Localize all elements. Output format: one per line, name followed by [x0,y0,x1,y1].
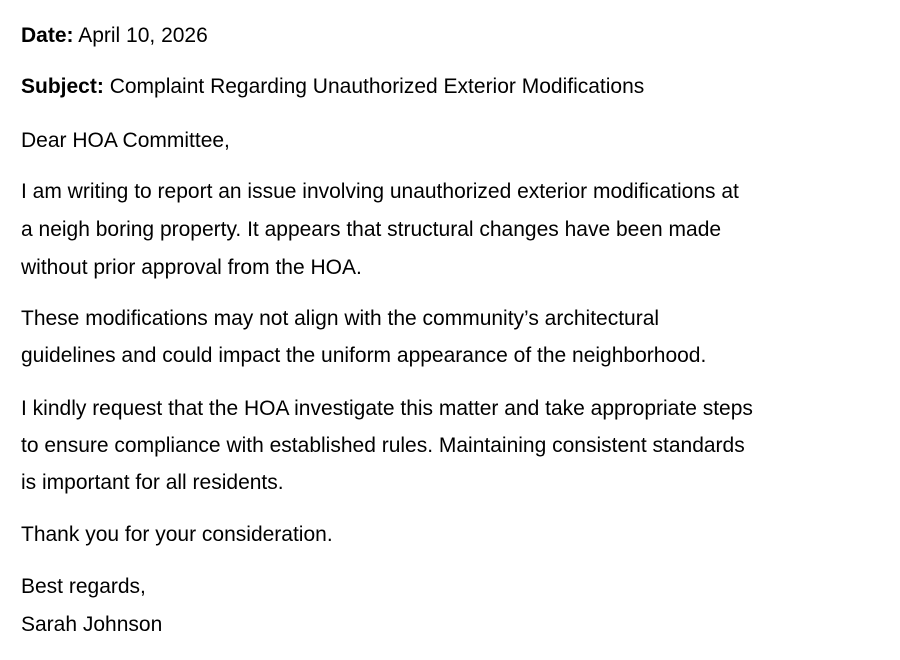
date-label: Date: [21,24,74,47]
closing-line: Best regards, [21,575,146,598]
subject-value: Complaint Regarding Unauthorized Exterior Modifications [109,75,645,98]
subject-line [21,73,644,101]
paragraph-3-line: is important for all residents. [21,471,284,494]
paragraph-2-line: These modifications may not align with the community’s architectural [21,307,660,330]
thanks-line: Thank you for your consideration. [21,523,333,546]
salutation: Dear HOA Committee, [21,129,230,152]
date-line [21,22,208,50]
signature-name: Sarah Johnson [21,613,163,636]
date-value: April 10, 2026 [78,24,208,47]
paragraph-1-line: a neigh boring property. It appears that structural changes have been made [21,218,722,241]
paragraph-2-line: guidelines and could impact the uniform appearance of the neighborhood. [21,344,707,367]
subject-label: Subject: [21,75,104,98]
paragraph-1-line: without prior approval from the HOA. [21,256,362,279]
paragraph-3-line: I kindly request that the HOA investigate this matter and take appropriate steps [21,397,753,420]
paragraph-3-line: to ensure compliance with established rules. Maintaining consistent standards [21,434,745,457]
paragraph-1-line: I am writing to report an issue involving unauthorized exterior modifications at [21,180,739,203]
